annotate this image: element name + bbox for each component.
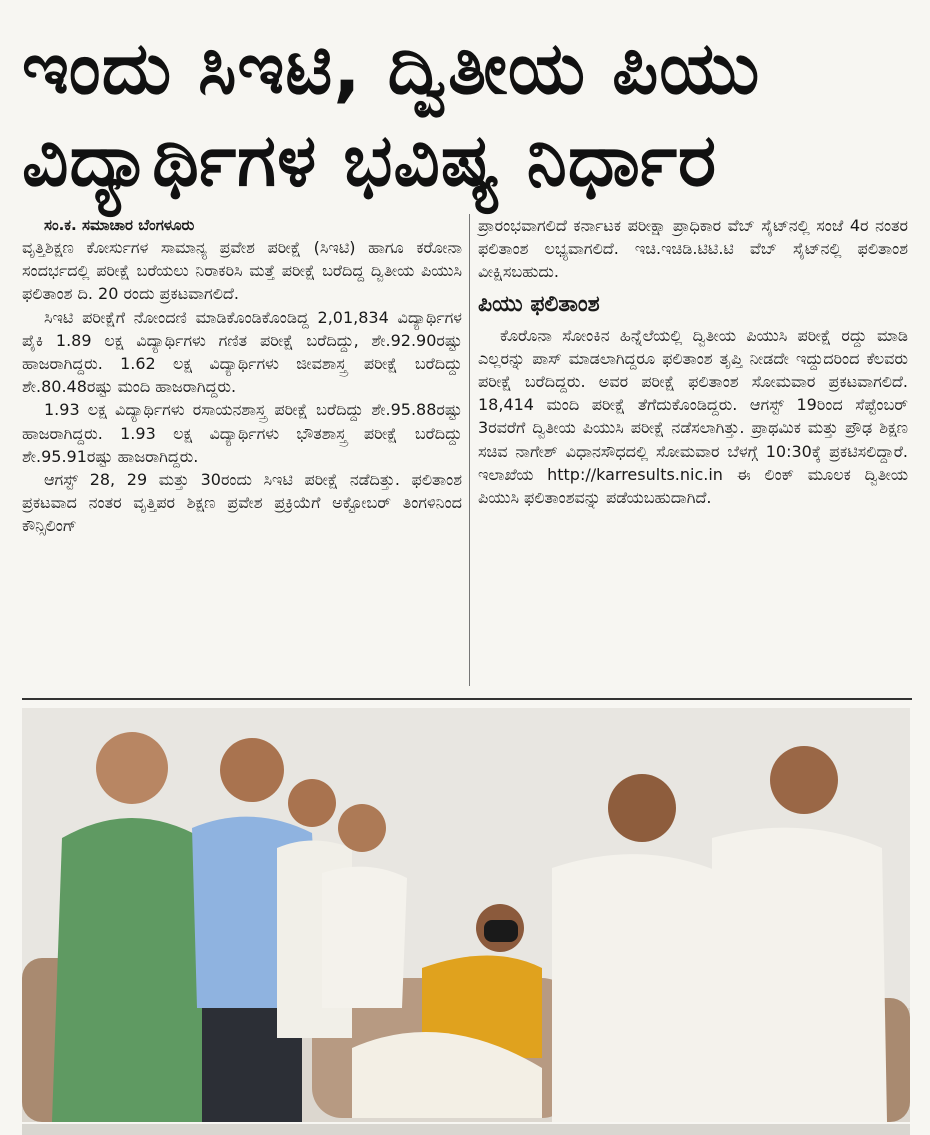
article-paragraph: ವೃತ್ತಿಶಿಕ್ಷಣ ಕೋರ್ಸುಗಳ ಸಾಮಾನ್ಯ ಪ್ರವೇಶ ಪರೀಕ್ಷೆ (ಸಿಇಟಿ) ಹಾಗೂ ಕರೋನಾ ಸಂದರ್ಭದಲ್ಲಿ ಪರೀಕ್ಷೆ ಬರೆಯಲು ನಿರಾಕರಿಸಿ ಮತ್ತೆ ಪರೀಕ್ಷೆ ಬರೆದಿದ್ದ ದ್ವಿತೀಯ ಪಿಯುಸಿ ಫಲಿತಾಂಶ ದಿ. 20 ರಂದು ಪ್ರಕಟವಾಗಲಿದೆ. xyxy=(22,238,462,304)
section-rule xyxy=(22,698,912,700)
byline: ಸಂ.ಕ. ಸಮಾಚಾರ ಬೆಂಗಳೂರು xyxy=(44,216,195,234)
article-column-left xyxy=(22,214,462,538)
section-subhead: ಪಿಯು ಫಲಿತಾಂಶ xyxy=(478,291,600,317)
article-paragraph: ಸಿಇಟಿ ಪರೀಕ್ಷೆಗೆ ನೋಂದಣಿ ಮಾಡಿಕೊಂಡಿಕೊಂಡಿದ್ದ 2,01,834 ವಿದ್ಯಾರ್ಥಿಗಳ ಪೈಕಿ 1.89 ಲಕ್ಷ ವಿದ್ಯಾರ್ಥಿಗಳು ಗಣಿತ ಪರೀಕ್ಷೆ ಬರೆದಿದ್ದು, ಶೇ.92.90ರಷ್ಟು ಹಾಜರಾಗಿದ್ದರು. 1.62 ಲಕ್ಷ ವಿದ್ಯಾರ್ಥಿಗಳು ಜೀವಶಾಸ್ತ್ರ ಪರೀಕ್ಷೆ ಬರೆದಿದ್ದು ಶೇ.80.48ರಷ್ಟು ಮಂದಿ ಹಾಜರಾಗಿದ್ದರು. xyxy=(22,307,462,397)
headline: ಇಂದು ಸಿಇಟಿ, ದ್ವಿತೀಯ ಪಿಯು ವಿದ್ಯಾರ್ಥಿಗಳ ಭವಿಷ್ಯ ನಿರ್ಧಾರ xyxy=(22,26,761,202)
column-divider xyxy=(469,214,470,686)
article-paragraph: ಪ್ರಾರಂಭವಾಗಲಿದೆ ಕರ್ನಾಟಕ ಪರೀಕ್ಷಾ ಪ್ರಾಧಿಕಾರ ವೆಬ್ ಸೈಟ್‌ನಲ್ಲಿ ಸಂಜೆ 4ರ ನಂತರ ಫಲಿತಾಂಶ ಲಭ್ಯವಾಗಲಿದೆ. ಇಚಿ.ಇಚಿಡಿ.ಟಿಟಿ.ಟಿ ವೆಬ್ ಸೈಟ್‌ನಲ್ಲಿ ಫಲಿತಾಂಶ ವೀಕ್ಷಿಸಬಹುದು. xyxy=(478,216,908,282)
caption-strip xyxy=(22,1124,910,1135)
news-photo xyxy=(22,708,910,1122)
article-paragraph: ಆಗಸ್ಟ್ 28, 29 ಮತ್ತು 30ರಂದು ಸಿಇಟಿ ಪರೀಕ್ಷೆ ನಡೆದಿತ್ತು. ಫಲಿತಾಂಶ ಪ್ರಕಟವಾದ ನಂತರ ವೃತ್ತಿಪರ ಶಿಕ್ಷಣ ಪ್ರವೇಶ ಪ್ರಕ್ರಿಯೆಗೆ ಅಕ್ಟೋಬರ್ ತಿಂಗಳಿನಿಂದ ಕೌನ್ಸಿಲಿಂಗ್ xyxy=(22,470,462,536)
article-column-right xyxy=(478,214,908,509)
article-paragraph: 1.93 ಲಕ್ಷ ವಿದ್ಯಾರ್ಥಿಗಳು ರಸಾಯನಶಾಸ್ತ್ರ ಪರೀಕ್ಷೆ ಬರೆದಿದ್ದು ಶೇ.95.88ರಷ್ಟು ಹಾಜರಾಗಿದ್ದರು. 1.93 ಲಕ್ಷ ವಿದ್ಯಾರ್ಥಿಗಳು ಭೌತಶಾಸ್ತ್ರ ಪರೀಕ್ಷೆ ಬರೆದಿದ್ದು ಶೇ.95.91ರಷ್ಟು ಹಾಜರಾಗಿದ್ದರು. xyxy=(22,400,462,466)
news-photo-illustration xyxy=(22,708,910,1122)
article-paragraph: ಕೊರೊನಾ ಸೋಂಕಿನ ಹಿನ್ನೆಲೆಯಲ್ಲಿ ದ್ವಿತೀಯ ಪಿಯುಸಿ ಪರೀಕ್ಷೆ ರದ್ದು ಮಾಡಿ ಎಲ್ಲರನ್ನು ಪಾಸ್ ಮಾಡಲಾಗಿದ್ದರೂ ಫಲಿತಾಂಶ ತೃಪ್ತಿ ನೀಡದೇ ಇದ್ದುದರಿಂದ ಕೆಲವರು ಪರೀಕ್ಷೆ ಬರೆದಿದ್ದರು. ಅವರ ಪರೀಕ್ಷೆ ಫಲಿತಾಂಶ ಸೋಮವಾರ ಪ್ರಕಟವಾಗಲಿದೆ. 18,414 ಮಂದಿ ಪರೀಕ್ಷೆ ತೆಗೆದುಕೊಂಡಿದ್ದರು. ಆಗಸ್ಟ್ 19ರಿಂದ ಸೆಪ್ಟೆಂಬರ್ 3ರವರೆಗೆ ದ್ವಿತೀಯ ಪಿಯುಸಿ ಪರೀಕ್ಷೆ ನಡೆಸಲಾಗಿತ್ತು. ಪ್ರಾಥಮಿಕ ಮತ್ತು ಪ್ರೌಢ ಶಿಕ್ಷಣ ಸಚಿವ ನಾಗೇಶ್ ವಿಧಾನಸೌಧದಲ್ಲಿ ಸೋಮವಾರ ಬೆಳಗ್ಗೆ 10:30ಕ್ಕೆ ಪ್ರಕಟಿಸಲಿದ್ದಾರೆ. ಇಲಾಖೆಯ http://karresults.nic.in ಈ ಲಿಂಕ್ ಮೂಲಕ ದ್ವಿತೀಯ ಪಿಯುಸಿ ಫಲಿತಾಂಶವನ್ನು ಪಡೆಯಬಹುದಾಗಿದೆ. xyxy=(478,325,908,508)
